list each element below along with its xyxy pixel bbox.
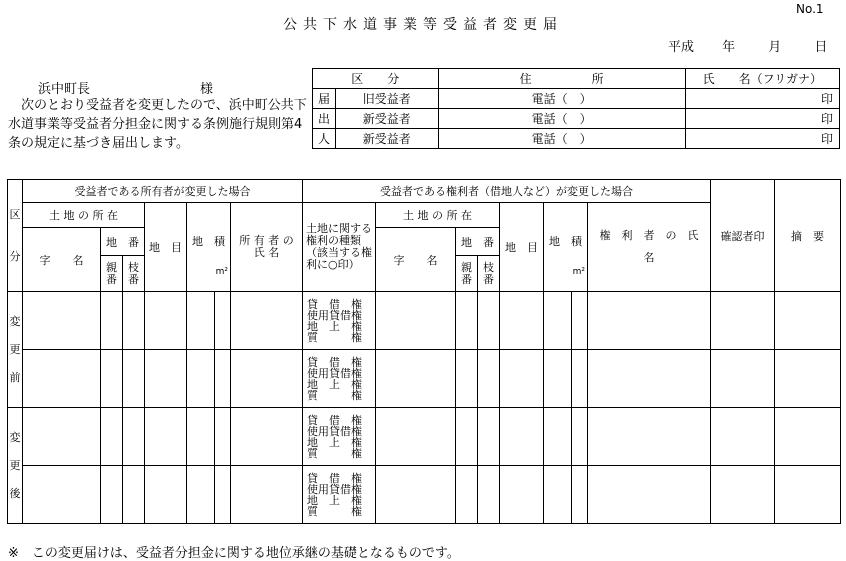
right-kinds-list[interactable] [303,466,376,524]
input-cell[interactable] [376,350,456,408]
right-kind-item: 質 権 [307,446,363,460]
right-kind-item: 貸 借 権 [307,413,363,427]
right-aza: 字 名 [376,228,456,292]
input-cell[interactable] [215,292,231,350]
input-cell[interactable] [145,350,187,408]
seal-mark: 印 [820,112,833,126]
input-cell[interactable] [23,350,101,408]
input-cell[interactable] [588,292,711,350]
input-cell[interactable] [101,292,123,350]
phone-label: 電話（ ） [531,92,592,106]
input-cell[interactable] [456,466,478,524]
addressee-honorific: 様 [200,82,214,97]
input-cell[interactable] [215,466,231,524]
input-cell[interactable] [711,292,775,350]
name-cell-new-1[interactable] [685,109,839,129]
input-cell[interactable] [500,292,544,350]
row-type-new-2: 新受益者 [336,129,439,149]
m2-unit: m² [215,267,228,277]
kubun-char: 分 [9,249,21,263]
input-cell[interactable] [231,466,303,524]
address-cell-old[interactable] [438,89,685,109]
owner-chiseki [187,203,231,292]
right-kind-header: 土地に関する権利の種類（該当する権利に○印） [303,203,376,292]
input-cell[interactable] [101,350,123,408]
input-cell[interactable] [123,292,145,350]
before-char: 変 [9,314,21,328]
change-table [7,179,841,524]
input-cell[interactable] [101,466,123,524]
addressee-name: 浜中町長 [38,82,91,97]
input-cell[interactable] [775,408,841,466]
phone-label: 電話（ ） [531,132,592,146]
side-label-1: 届 [313,89,336,109]
right-land-location: 土 地 の 所 在 [376,203,500,228]
right-kind-item: 使用貸借権 [307,482,363,496]
right-kind-item: 使用貸借権 [307,424,363,438]
name-cell-new-2[interactable] [685,129,839,149]
row-type-old: 旧受益者 [336,89,439,109]
side-label-2: 出 [313,109,336,129]
input-cell[interactable] [123,350,145,408]
after-char: 後 [9,486,21,500]
col-address: 住 所 [438,69,685,89]
era-label: 平成 [668,40,695,55]
right-kind-item: 貸 借 権 [307,297,363,311]
right-oyaban: 親番 [456,256,478,292]
address-cell-new-1[interactable] [438,109,685,129]
right-kind-item: 使用貸借権 [307,366,363,380]
date-line [668,36,827,55]
col-name: 氏 名（フリガナ） [685,69,839,89]
applicant-table [312,68,840,149]
input-cell[interactable] [572,292,588,350]
m2-unit: m² [572,267,586,277]
input-cell[interactable] [500,408,544,466]
input-cell[interactable] [711,408,775,466]
right-kind-item: 質 権 [307,388,363,402]
col-kubun: 区 分 [313,69,439,89]
right-kind-item: 地 上 権 [307,377,363,391]
remarks-header: 摘 要 [775,180,841,292]
confirm-seal-header: 確認者印 [711,180,775,292]
owner-aza: 字 名 [23,228,101,292]
input-cell[interactable] [775,466,841,524]
input-cell[interactable] [500,350,544,408]
input-cell[interactable] [456,408,478,466]
input-cell[interactable] [215,350,231,408]
month-label: 月 [768,40,782,55]
right-edaban: 枝番 [478,256,500,292]
input-cell[interactable] [544,292,572,350]
input-cell[interactable] [231,292,303,350]
day-label: 日 [814,40,828,55]
input-cell[interactable] [572,466,588,524]
right-kind-item: 質 権 [307,504,363,518]
right-chiban: 地 番 [456,228,500,256]
seal-mark: 印 [820,132,833,146]
input-cell[interactable] [456,292,478,350]
right-kind-item: 地 上 権 [307,435,363,449]
right-kinds-list[interactable] [303,408,376,466]
input-cell[interactable] [478,292,500,350]
kubun-header [8,180,23,292]
input-cell[interactable] [478,466,500,524]
right-chiseki [544,203,588,292]
input-cell[interactable] [145,408,187,466]
owner-chiban: 地 番 [101,228,145,256]
input-cell[interactable] [187,408,215,466]
input-cell[interactable] [231,350,303,408]
right-kind-item: 貸 借 権 [307,355,363,369]
year-label: 年 [722,40,736,55]
input-cell[interactable] [123,408,145,466]
input-cell[interactable] [775,292,841,350]
form-title: 公共下水道事業等受益者変更届 [283,17,563,33]
owner-edaban: 枝番 [123,256,145,292]
owner-oyaban: 親番 [101,256,123,292]
owner-change-header: 受益者である所有者が変更した場合 [23,180,303,203]
notification-text: 次のとおり受益者を変更したので、浜中町公共下水道事業等受益者分担金に関する条例施行規則第4条の規定に基づき届出します。 [8,98,307,151]
input-cell[interactable] [500,466,544,524]
right-kind-item: 地 上 権 [307,319,363,333]
input-cell[interactable] [478,408,500,466]
input-cell[interactable] [775,350,841,408]
input-cell[interactable] [215,408,231,466]
input-cell[interactable] [588,408,711,466]
right-kinds-list[interactable] [303,292,376,350]
right-kind-item: 地 上 権 [307,493,363,507]
input-cell[interactable] [376,292,456,350]
row-type-new-1: 新受益者 [336,109,439,129]
input-cell[interactable] [101,408,123,466]
input-cell[interactable] [572,408,588,466]
seal-mark: 印 [820,92,833,106]
right-chimoku: 地 目 [500,203,544,292]
right-kinds-list[interactable] [303,350,376,408]
right-holder-name-header: 権 利 者 の 氏 名 [588,203,711,292]
chiseki-label: 地 積 [549,235,583,248]
after-label [8,408,23,524]
input-cell[interactable] [145,292,187,350]
input-cell[interactable] [145,466,187,524]
input-cell[interactable] [23,466,101,524]
input-cell[interactable] [231,408,303,466]
input-cell[interactable] [544,466,572,524]
name-cell-old[interactable] [685,89,839,109]
before-label [8,292,23,408]
input-cell[interactable] [123,466,145,524]
address-cell-new-2[interactable] [438,129,685,149]
owner-land-location: 土 地 の 所 在 [23,203,145,228]
owner-name-header: 所 有 者 の 氏 名 [231,203,303,292]
footer-note: ※ この変更届けは、受益者分担金に関する地位承継の基礎となるものです。 [8,546,460,561]
input-cell[interactable] [23,408,101,466]
chiseki-label: 地 積 [192,235,225,248]
input-cell[interactable] [376,466,456,524]
kubun-char: 区 [9,207,21,221]
before-char: 前 [9,370,21,384]
after-char: 更 [9,458,21,472]
right-kind-item: 使用貸借権 [307,308,363,322]
input-cell[interactable] [23,292,101,350]
input-cell[interactable] [711,350,775,408]
phone-label: 電話（ ） [531,112,592,126]
owner-chimoku: 地 目 [145,203,187,292]
input-cell[interactable] [711,466,775,524]
input-cell[interactable] [544,408,572,466]
right-kind-item: 貸 借 権 [307,471,363,485]
input-cell[interactable] [376,408,456,466]
input-cell[interactable] [187,466,215,524]
side-label-3: 人 [313,129,336,149]
form-number: No.1 [796,2,824,16]
input-cell[interactable] [588,350,711,408]
right-kind-item: 質 権 [307,330,363,344]
after-char: 変 [9,430,21,444]
input-cell[interactable] [478,350,500,408]
input-cell[interactable] [588,466,711,524]
right-change-header: 受益者である権利者（借地人など）が変更した場合 [303,180,711,203]
input-cell[interactable] [187,292,215,350]
input-cell[interactable] [572,350,588,408]
before-char: 更 [9,342,21,356]
input-cell[interactable] [544,350,572,408]
input-cell[interactable] [187,350,215,408]
input-cell[interactable] [456,350,478,408]
